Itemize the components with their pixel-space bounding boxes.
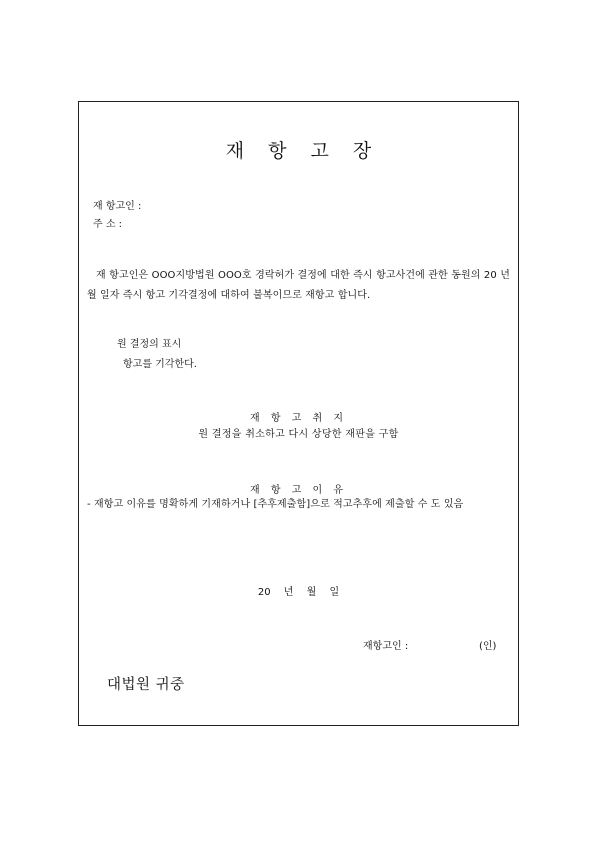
court-addressee: 대법원 귀중 (107, 677, 185, 693)
appellant-label: 재 항고인 : (93, 201, 142, 212)
reason-heading: 재 항 고 이 유 (249, 485, 347, 496)
purpose-text: 원 결정을 취소하고 다시 상당한 재판을 구함 (198, 429, 399, 440)
body-paragraph: 재 항고인은 OOO지방법원 OOO호 경락허가 결정에 대한 즉시 항고사건에 관한 동원의 20 년 월 일자 즉시 항고 기각결정에 대하여 불복이므로 재항고 합니다. (87, 270, 510, 301)
original-decision-heading: 원 결정의 표시 (117, 339, 182, 350)
document-frame (78, 101, 519, 726)
reason-text: - 재항고 이유를 명확하게 기재하거나 [추후제출함]으로 적고추후에 제출할 수 도 있음 (87, 499, 464, 510)
seal-label: (인) (479, 641, 497, 652)
signature-label: 재항고인 : (363, 641, 409, 652)
original-decision-text: 항고를 기각한다. (123, 359, 197, 370)
document-title: 재 항 고 장 (225, 140, 381, 162)
purpose-heading: 재 항 고 취 지 (249, 413, 347, 424)
address-label: 주 소 : (93, 219, 123, 230)
date-line: 20 년 월 일 (257, 587, 340, 598)
